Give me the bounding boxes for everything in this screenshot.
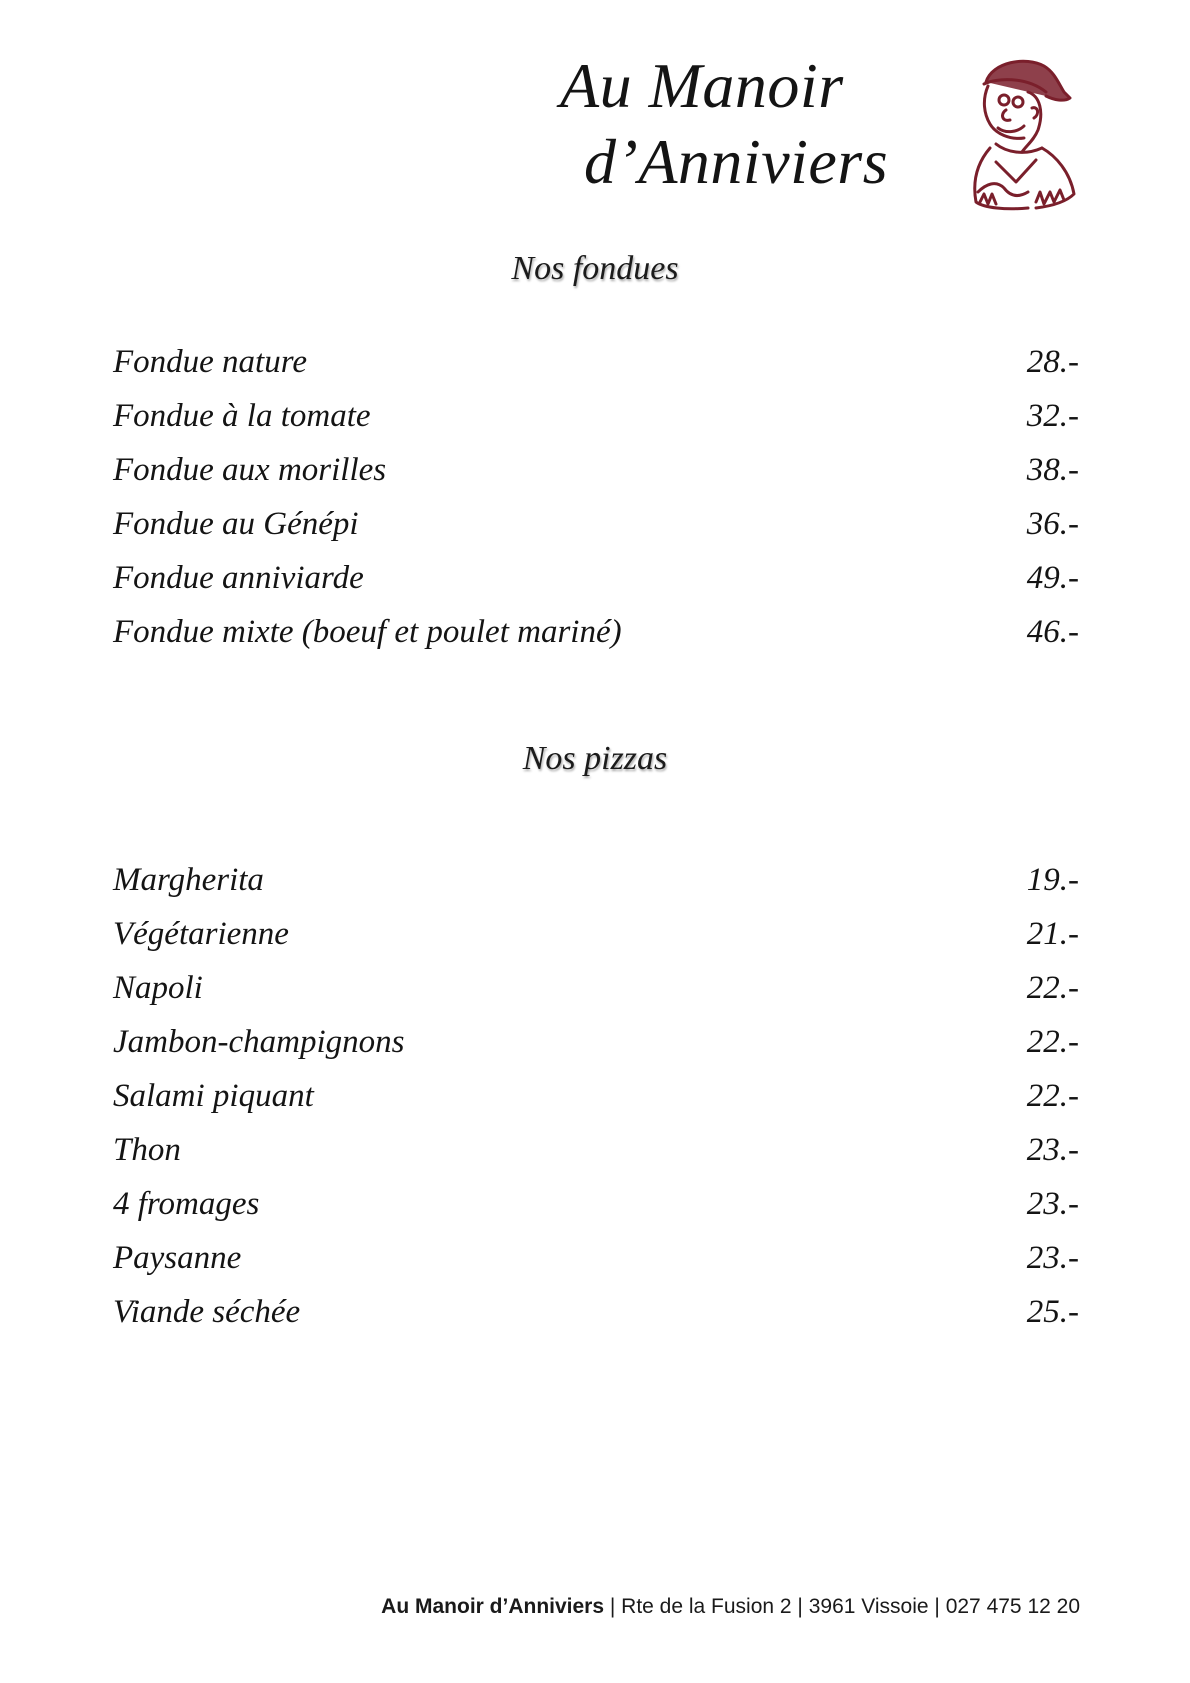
item-price: 23.- [1026,1132,1079,1168]
item-price: 46.- [1026,614,1079,650]
page-header [0,0,1190,230]
list-item [113,916,1079,970]
item-name: Fondue au Génépi [113,506,359,542]
fondue-list [113,344,1079,668]
mascot-icon [966,52,1086,212]
list-item [113,1294,1079,1348]
item-price: 38.- [1026,452,1079,488]
item-price: 25.- [1026,1294,1079,1330]
item-name: Fondue anniviarde [113,560,364,596]
brand-line-1: Au Manoir [560,50,844,121]
item-name: Viande séchée [113,1294,301,1330]
list-item [113,862,1079,916]
item-price: 36.- [1026,506,1079,542]
item-price: 19.- [1026,862,1079,898]
item-name: Fondue à la tomate [113,398,371,434]
list-item [113,344,1079,398]
item-name: Jambon-champignons [113,1024,405,1060]
list-item [113,560,1079,614]
section-title-fondues: Nos fondues [511,250,679,287]
list-item [113,970,1079,1024]
item-price: 22.- [1026,1024,1079,1060]
item-name: Fondue nature [113,344,307,380]
item-price: 32.- [1026,398,1079,434]
restaurant-name [560,48,900,200]
item-name: 4 fromages [113,1186,260,1222]
brand-line-2: d’Anniviers [584,126,889,197]
list-item [113,1024,1079,1078]
list-item [113,1078,1079,1132]
item-price: 22.- [1026,970,1079,1006]
item-price: 21.- [1026,916,1079,952]
item-name: Fondue mixte (boeuf et poulet mariné) [113,614,622,650]
list-item [113,452,1079,506]
item-name: Végétarienne [113,916,289,952]
item-price: 49.- [1026,560,1079,596]
section-title-pizzas: Nos pizzas [522,740,668,777]
list-item [113,398,1079,452]
item-name: Fondue aux morilles [113,452,387,488]
item-price: 23.- [1026,1240,1079,1276]
footer-restaurant-name: Au Manoir d’Anniviers [381,1595,605,1618]
item-name: Thon [113,1132,181,1168]
pizza-list [113,862,1079,1348]
item-price: 23.- [1026,1186,1079,1222]
item-price: 22.- [1026,1078,1079,1114]
page-footer [381,1595,1080,1619]
list-item [113,1240,1079,1294]
list-item [113,614,1079,668]
item-name: Salami piquant [113,1078,314,1114]
footer-address: | Rte de la Fusion 2 | 3961 Vissoie | 027 475 12 20 [604,1595,1080,1618]
list-item [113,1186,1079,1240]
list-item [113,1132,1079,1186]
item-name: Paysanne [113,1240,242,1276]
item-name: Margherita [113,862,264,898]
list-item [113,506,1079,560]
item-price: 28.- [1026,344,1079,380]
item-name: Napoli [113,970,203,1006]
